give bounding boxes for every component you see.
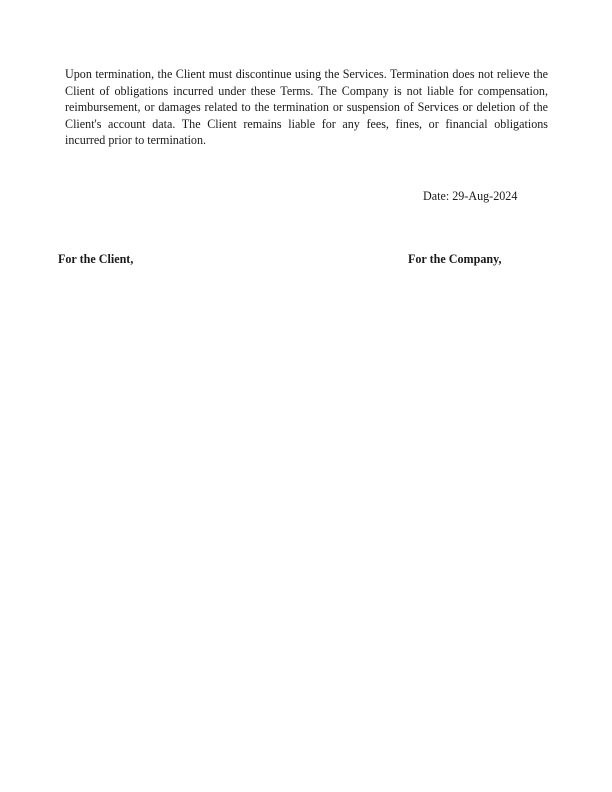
client-signature-label: For the Client, <box>58 252 134 266</box>
termination-paragraph <box>65 66 548 149</box>
paragraph-line-4: Client's account data. The Client remains liable for any fees, fines, or financial obligations <box>65 116 548 131</box>
paragraph-line-5: incurred prior to termination. <box>65 133 207 148</box>
paragraph-line-2: Client of obligations incurred under these Terms. The Company is not liable for compensation, <box>65 83 548 98</box>
paragraph-line-1: Upon termination, the Client must discontinue using the Services. Termination does not relieve the <box>65 67 548 81</box>
paragraph-line-3: reimbursement, or damages related to the termination or suspension of Services or deletion of the <box>65 100 548 115</box>
company-signature-label: For the Company, <box>408 252 502 266</box>
date-line: Date: 29-Aug-2024 <box>423 189 518 203</box>
